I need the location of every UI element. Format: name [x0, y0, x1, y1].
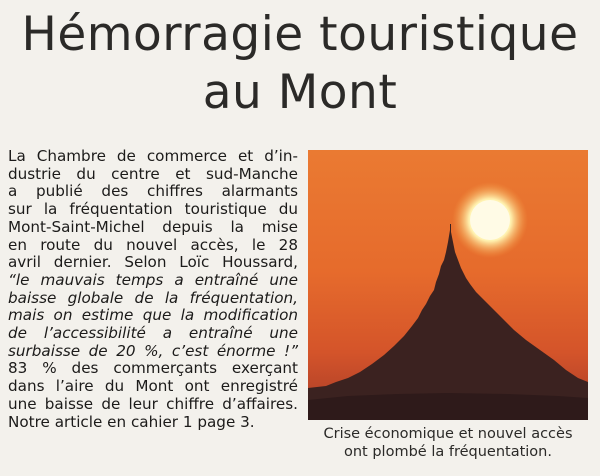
article-line: en route du nouvel accès, le 28 — [8, 235, 298, 254]
mont-saint-michel-photo — [308, 150, 588, 420]
photo-illustration — [308, 150, 588, 420]
article-line: une baisse de leur chiffre d’affaires. — [8, 394, 298, 413]
article-line: dans l’aire du Mont ont enregistré — [8, 377, 298, 396]
sun — [470, 200, 510, 240]
headline-line-2: au Mont — [202, 65, 398, 120]
quote-line: mais on estime que la modification — [8, 306, 298, 325]
article-line: Notre article en cahier 1 page 3. — [8, 412, 255, 431]
article-line: sur la fréquentation touristique du — [8, 200, 298, 219]
article-body — [8, 148, 298, 431]
article-line: La Chambre de commerce et d’in- — [8, 147, 298, 165]
caption-line-1: Crise économique et nouvel accès — [323, 426, 573, 442]
caption-line-2: ont plombé la fréquentation. — [344, 444, 552, 460]
article-line: Mont-Saint-Michel depuis la mise — [8, 217, 298, 236]
headline-line-1: Hémorragie touristique — [21, 7, 579, 62]
article-line: 83 % des commerçants exerçant — [8, 359, 298, 378]
quote-line: “le mauvais temps a entraîné une — [8, 270, 298, 289]
photo-caption — [308, 425, 588, 461]
article-line: dustrie du centre et sud-Manche — [8, 164, 298, 183]
quote-line: surbaisse de 20 %, c’est énorme !” — [8, 341, 298, 360]
article-line: a publié des chiffres alarmants — [8, 182, 298, 201]
quote-line: de l’accessibilité a entraîné une — [8, 324, 298, 343]
headline — [0, 6, 600, 122]
mont-base — [308, 393, 588, 420]
article-line: avril dernier. Selon Loïc Houssard, — [8, 253, 298, 272]
quote-line: baisse globale de la fréquentation, — [8, 288, 298, 307]
